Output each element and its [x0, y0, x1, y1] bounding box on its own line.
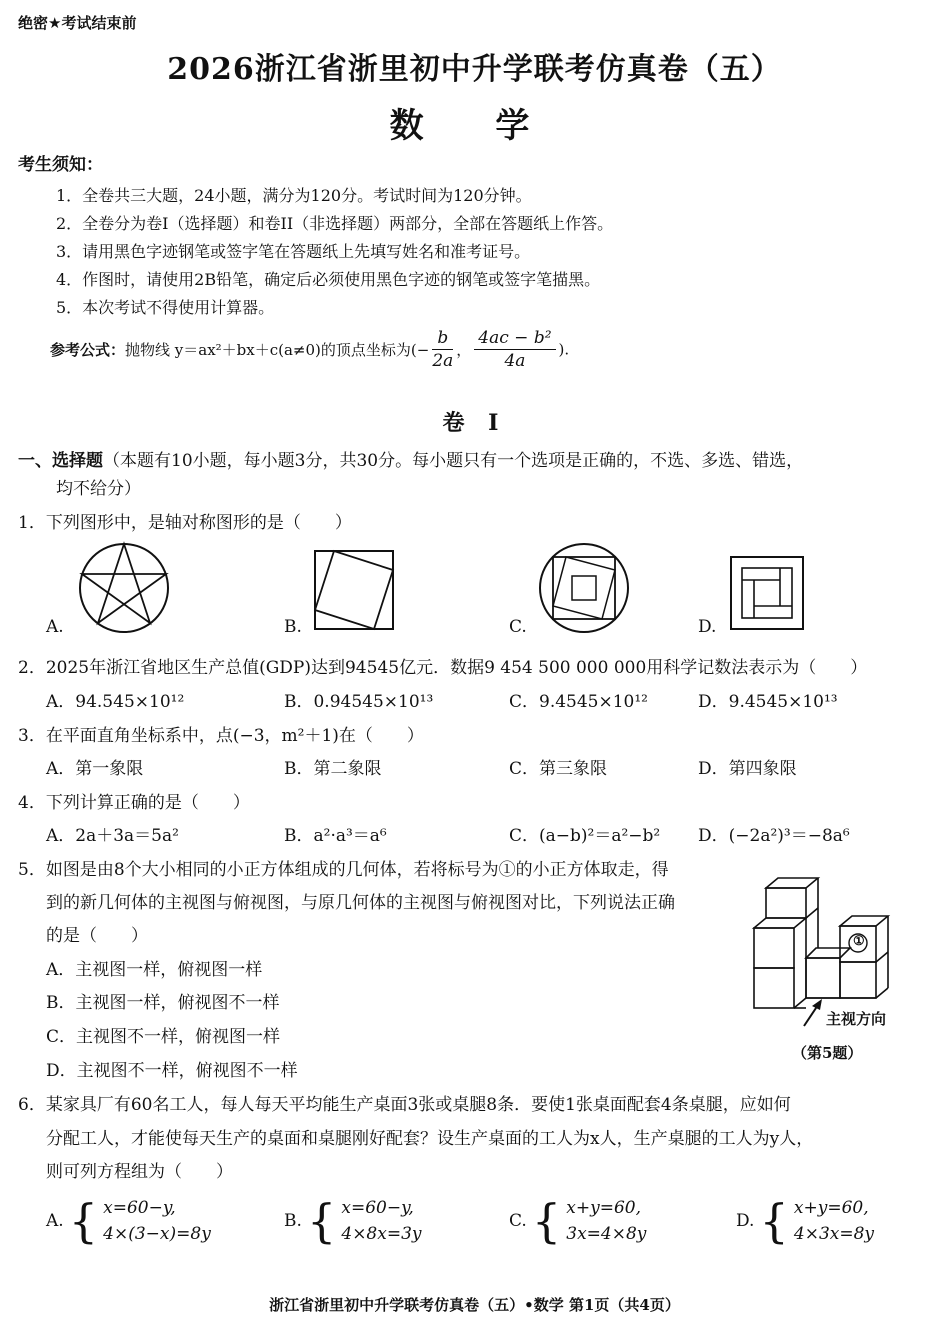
q5-option-c: C．主视图不一样，俯视图一样 — [46, 1027, 281, 1047]
volume-heading: 卷 I — [442, 410, 507, 436]
notice-item: 5．本次考试不得使用计算器。 — [56, 298, 275, 317]
q6-option-a: A. { x=60−y, 4×(3−x)=8y — [46, 1194, 211, 1248]
cube-stack-figure — [750, 876, 892, 1010]
q6-option-d: D. { x+y=60, 4×3x=8y — [736, 1194, 875, 1248]
section-desc-cont: 均不给分） — [56, 479, 141, 499]
question-5-stem: 5．如图是由8个大小相同的小正方体组成的几何体，若将标号为①的小正方体取走，得 — [18, 860, 669, 880]
question-1-stem: 1．下列图形中，是轴对称图形的是（ ） — [18, 513, 352, 533]
q3-option-d: D．第四象限 — [698, 759, 797, 779]
question-5-stem-cont: 的是（ ） — [46, 926, 148, 946]
question-2-stem: 2．2025年浙江省地区生产总值(GDP)达到94545亿元．数据9 454 500 000 000用科学记数法表示为（ ） — [18, 658, 868, 678]
reference-formula: 参考公式：抛物线 y＝ax²＋bx＋c(a≠0)的顶点坐标为(− $\frac{b}{2a}$ ， $\frac{\text{4ac − b²}}{4a}$ ). — [50, 328, 570, 371]
brace-icon: { — [307, 1194, 337, 1248]
q2-option-c: C．9.4545×10¹² — [509, 692, 648, 712]
confidential-label: 绝密★考试结束前 — [18, 14, 137, 32]
q1-label-a: A. — [46, 617, 64, 637]
q5-option-b: B．主视图一样，俯视图不一样 — [46, 993, 280, 1013]
section-heading: 一、选择题（本题有10小题，每小题3分，共30分。每小题只有一个选项是正确的，不选、多选、错选， — [18, 451, 804, 471]
q3-option-c: C．第三象限 — [509, 759, 608, 779]
brace-icon: { — [531, 1194, 562, 1248]
question-6-stem-cont: 则可列方程组为（ ） — [46, 1162, 233, 1182]
q5-option-a: A．主视图一样，俯视图一样 — [46, 960, 263, 980]
pentagram-circle-figure — [78, 542, 170, 634]
notice-item: 4．作图时，请使用2B铅笔，确定后必须使用黑色字迹的钢笔或签字笔描黑。 — [56, 270, 601, 289]
q1-label-d: D. — [698, 617, 717, 637]
fraction-b-2a: $\frac{b}{2a}$ — [432, 328, 454, 371]
notice-item: 1．全卷共三大题，24小题，满分为120分。考试时间为120分钟。 — [56, 186, 532, 205]
q2-option-a: A．94.545×10¹² — [46, 692, 185, 712]
rotated-square-figure — [314, 550, 394, 630]
exam-title: 2026浙江省浙里初中升学联考仿真卷（五） — [167, 52, 782, 87]
q4-option-d: D．(−2a²)³＝−8a⁶ — [698, 826, 850, 846]
formula-label: 参考公式： — [50, 341, 126, 359]
q6-option-b: B. { x=60−y, 4×8x=3y — [284, 1194, 422, 1248]
q4-option-b: B．a²·a³＝a⁶ — [284, 826, 387, 846]
notice-item: 2．全卷分为卷I（选择题）和卷II（非选择题）两部分，全部在答题纸上作答。 — [56, 214, 614, 233]
q4-option-c: C．(a−b)²＝a²−b² — [509, 826, 661, 846]
subject-title: 数 学 — [389, 106, 560, 146]
fraction-vertex-y: $\frac{\text{4ac − b²}}{4a}$ — [474, 327, 555, 372]
question-6-stem: 6．某家具厂有60名工人，每人每天平均能生产桌面3张或桌腿8条．要使1张桌面配套4条桌腿，应如何 — [18, 1095, 791, 1115]
formula-text: 抛物线 y＝ax²＋bx＋c(a≠0)的顶点坐标为(− — [125, 341, 430, 359]
question-3-stem: 3．在平面直角坐标系中，点(−3，m²＋1)在（ ） — [18, 726, 424, 746]
nested-rectangles-figure — [730, 556, 804, 630]
q3-option-b: B．第二象限 — [284, 759, 382, 779]
question-4-stem: 4．下列计算正确的是（ ） — [18, 793, 250, 813]
figure-caption: （第5题） — [792, 1044, 863, 1062]
question-5-stem-cont: 到的新几何体的主视图与俯视图，与原几何体的主视图与俯视图对比，下列说法正确 — [46, 893, 675, 913]
q5-option-d: D．主视图不一样，俯视图不一样 — [46, 1061, 298, 1081]
circle-square-pinwheel-figure — [538, 542, 630, 634]
q1-label-b: B. — [284, 617, 302, 637]
q2-option-d: D．9.4545×10¹³ — [698, 692, 838, 712]
q4-option-a: A．2a＋3a＝5a² — [46, 826, 179, 846]
brace-icon: { — [68, 1194, 99, 1248]
brace-icon: { — [759, 1194, 789, 1248]
q1-label-c: C. — [509, 617, 527, 637]
page-footer: 浙江省浙里初中升学联考仿真卷（五）•数学 第1页（共4页） — [269, 1296, 680, 1314]
question-6-stem-cont: 分配工人，才能使每天生产的桌面和桌腿刚好配套？设生产桌面的工人为x人，生产桌腿的工人为y人， — [46, 1129, 814, 1149]
direction-arrow-icon — [800, 998, 826, 1028]
q3-option-a: A．第一象限 — [46, 759, 144, 779]
q6-option-c: C. { x+y=60, 3x=4×8y — [509, 1194, 647, 1248]
view-direction-label: 主视方向 — [826, 1010, 887, 1028]
cube-marker-1: ① — [853, 934, 865, 949]
notice-heading: 考生须知： — [18, 155, 103, 175]
notice-item: 3．请用黑色字迹钢笔或签字笔在答题纸上先填写姓名和准考证号。 — [56, 242, 531, 261]
q2-option-b: B．0.94545×10¹³ — [284, 692, 434, 712]
